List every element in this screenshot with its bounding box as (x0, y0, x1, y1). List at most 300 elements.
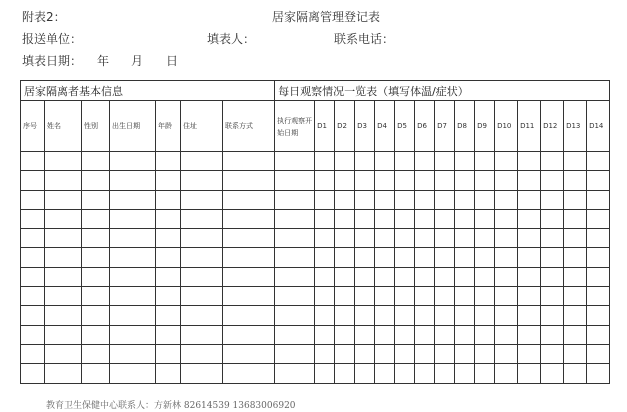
table-cell (181, 152, 223, 171)
table-cell (587, 229, 610, 248)
table-cell (375, 306, 395, 325)
col-d10: D10 (495, 101, 518, 152)
col-d5: D5 (395, 101, 415, 152)
table-cell (223, 171, 275, 190)
table-cell (315, 325, 335, 344)
table-cell (435, 287, 455, 306)
table-cell (181, 267, 223, 286)
table-row (21, 344, 610, 363)
table-cell (375, 248, 395, 267)
table-cell (415, 171, 435, 190)
table-cell (181, 190, 223, 209)
table-cell (395, 306, 415, 325)
table-cell (518, 209, 541, 228)
table-cell (335, 364, 355, 383)
table-cell (435, 306, 455, 325)
table-cell (541, 171, 564, 190)
table-cell (475, 209, 495, 228)
table-cell (21, 325, 45, 344)
table-cell (45, 190, 82, 209)
table-cell (541, 306, 564, 325)
table-cell (315, 267, 335, 286)
table-row (21, 364, 610, 383)
col-d4: D4 (375, 101, 395, 152)
table-cell (518, 325, 541, 344)
table-cell (375, 364, 395, 383)
table-cell (415, 152, 435, 171)
table-cell (45, 364, 82, 383)
table-cell (395, 209, 415, 228)
table-cell (110, 248, 156, 267)
col-name: 姓名 (45, 101, 82, 152)
table-cell (375, 325, 395, 344)
table-cell (315, 229, 335, 248)
table-cell (355, 171, 375, 190)
table-cell (82, 190, 110, 209)
table-cell (355, 364, 375, 383)
table-cell (495, 209, 518, 228)
table-cell (82, 267, 110, 286)
table-cell (375, 287, 395, 306)
table-cell (518, 364, 541, 383)
table-cell (415, 229, 435, 248)
table-cell (564, 229, 587, 248)
table-cell (475, 229, 495, 248)
col-d13: D13 (564, 101, 587, 152)
table-cell (110, 267, 156, 286)
table-cell (587, 152, 610, 171)
table-cell (355, 306, 375, 325)
table-cell (156, 344, 181, 363)
table-cell (315, 287, 335, 306)
table-cell (315, 248, 335, 267)
table-cell (475, 364, 495, 383)
table-cell (518, 344, 541, 363)
table-cell (21, 306, 45, 325)
submit-unit-label: 报送单位： (22, 32, 83, 46)
table-cell (518, 190, 541, 209)
table-cell (275, 209, 315, 228)
table-cell (110, 209, 156, 228)
table-cell (156, 209, 181, 228)
table-cell (395, 152, 415, 171)
table-cell (110, 171, 156, 190)
table-row (21, 248, 610, 267)
col-address: 住址 (181, 101, 223, 152)
table-cell (82, 344, 110, 363)
month-label: 月 (131, 54, 144, 68)
table-cell (82, 229, 110, 248)
table-cell (395, 344, 415, 363)
table-cell (82, 152, 110, 171)
table-cell (181, 287, 223, 306)
table-row (21, 190, 610, 209)
table-cell (564, 287, 587, 306)
table-cell (375, 344, 395, 363)
col-d6: D6 (415, 101, 435, 152)
table-cell (156, 267, 181, 286)
table-cell (435, 325, 455, 344)
table-cell (415, 287, 435, 306)
table-cell (223, 190, 275, 209)
table-cell (375, 267, 395, 286)
table-cell (275, 171, 315, 190)
table-cell (564, 325, 587, 344)
table-cell (587, 364, 610, 383)
table-cell (455, 209, 475, 228)
col-start-date: 执行观察开始日期 (275, 101, 315, 152)
table-cell (395, 364, 415, 383)
table-cell (45, 267, 82, 286)
table-cell (564, 171, 587, 190)
table-cell (181, 344, 223, 363)
table-cell (475, 267, 495, 286)
table-cell (564, 209, 587, 228)
section-daily-observation: 每日观察情况一览表（填写体温/症状） (275, 81, 610, 101)
table-cell (455, 190, 475, 209)
table-cell (45, 209, 82, 228)
table-cell (564, 152, 587, 171)
table-cell (435, 152, 455, 171)
table-cell (495, 325, 518, 344)
table-row (21, 325, 610, 344)
table-cell (375, 209, 395, 228)
table-cell (21, 229, 45, 248)
table-cell (355, 248, 375, 267)
table-cell (495, 344, 518, 363)
col-d3: D3 (355, 101, 375, 152)
table-row (21, 267, 610, 286)
table-row (21, 287, 610, 306)
table-cell (335, 344, 355, 363)
table-cell (275, 306, 315, 325)
table-cell (21, 267, 45, 286)
table-cell (335, 306, 355, 325)
table-cell (415, 306, 435, 325)
table-cell (395, 267, 415, 286)
table-cell (435, 344, 455, 363)
table-cell (495, 306, 518, 325)
table-cell (315, 190, 335, 209)
table-cell (475, 171, 495, 190)
col-d2: D2 (335, 101, 355, 152)
table-cell (21, 152, 45, 171)
col-d14: D14 (587, 101, 610, 152)
table-cell (315, 152, 335, 171)
table-cell (541, 248, 564, 267)
table-cell (82, 248, 110, 267)
table-cell (455, 344, 475, 363)
table-cell (564, 306, 587, 325)
table-cell (455, 364, 475, 383)
col-contact: 联系方式 (223, 101, 275, 152)
table-cell (223, 152, 275, 171)
table-cell (541, 344, 564, 363)
table-cell (495, 229, 518, 248)
col-age: 年龄 (156, 101, 181, 152)
table-cell (475, 190, 495, 209)
table-cell (181, 325, 223, 344)
table-cell (415, 209, 435, 228)
table-cell (435, 171, 455, 190)
table-cell (45, 287, 82, 306)
table-cell (587, 248, 610, 267)
table-cell (335, 229, 355, 248)
table-cell (495, 152, 518, 171)
table-cell (82, 325, 110, 344)
col-d8: D8 (455, 101, 475, 152)
table-cell (541, 209, 564, 228)
table-cell (355, 287, 375, 306)
table-cell (475, 152, 495, 171)
table-cell (275, 325, 315, 344)
table-cell (82, 287, 110, 306)
table-cell (564, 267, 587, 286)
table-cell (275, 267, 315, 286)
table-cell (415, 190, 435, 209)
table-cell (455, 267, 475, 286)
table-cell (156, 152, 181, 171)
table-cell (335, 267, 355, 286)
table-cell (82, 209, 110, 228)
table-cell (541, 287, 564, 306)
table-cell (475, 287, 495, 306)
table-cell (335, 152, 355, 171)
table-cell (21, 171, 45, 190)
table-cell (455, 325, 475, 344)
table-cell (495, 364, 518, 383)
fill-date-label: 填表日期： (22, 54, 83, 68)
table-cell (156, 171, 181, 190)
table-cell (21, 209, 45, 228)
table-cell (223, 229, 275, 248)
table-cell (587, 287, 610, 306)
table-cell (275, 248, 315, 267)
table-cell (541, 152, 564, 171)
table-cell (455, 171, 475, 190)
table-cell (181, 248, 223, 267)
table-cell (45, 171, 82, 190)
table-cell (435, 267, 455, 286)
table-cell (355, 209, 375, 228)
table-cell (518, 248, 541, 267)
registration-table (20, 80, 610, 384)
table-cell (181, 229, 223, 248)
table-cell (395, 190, 415, 209)
table-cell (156, 248, 181, 267)
table-row (21, 306, 610, 325)
table-cell (223, 325, 275, 344)
table-cell (315, 344, 335, 363)
table-cell (587, 325, 610, 344)
table-cell (45, 229, 82, 248)
table-row (21, 209, 610, 228)
col-d7: D7 (435, 101, 455, 152)
table-cell (82, 306, 110, 325)
table-cell (415, 344, 435, 363)
col-d1: D1 (315, 101, 335, 152)
table-cell (541, 190, 564, 209)
table-row (21, 152, 610, 171)
table-cell (335, 190, 355, 209)
table-cell (223, 364, 275, 383)
table-cell (518, 267, 541, 286)
table-cell (110, 229, 156, 248)
table-cell (82, 171, 110, 190)
table-cell (495, 248, 518, 267)
table-cell (518, 287, 541, 306)
table-cell (156, 287, 181, 306)
table-cell (375, 152, 395, 171)
table-cell (564, 364, 587, 383)
table-cell (564, 190, 587, 209)
table-cell (415, 364, 435, 383)
table-cell (355, 229, 375, 248)
table-cell (335, 287, 355, 306)
col-seq: 序号 (21, 101, 45, 152)
table-cell (518, 171, 541, 190)
table-cell (21, 344, 45, 363)
year-label: 年 (97, 54, 110, 68)
table-cell (435, 190, 455, 209)
table-cell (223, 344, 275, 363)
table-cell (435, 229, 455, 248)
table-cell (495, 190, 518, 209)
table-cell (315, 171, 335, 190)
table-cell (475, 344, 495, 363)
table-cell (475, 306, 495, 325)
col-d9: D9 (475, 101, 495, 152)
phone-label: 联系电话： (334, 32, 395, 46)
section-basic-info: 居家隔离者基本信息 (21, 81, 275, 101)
table-cell (395, 325, 415, 344)
table-cell (475, 248, 495, 267)
table-cell (587, 209, 610, 228)
table-cell (275, 152, 315, 171)
table-cell (435, 248, 455, 267)
table-cell (415, 248, 435, 267)
table-cell (275, 229, 315, 248)
table-cell (435, 209, 455, 228)
col-d12: D12 (541, 101, 564, 152)
col-gender: 性别 (82, 101, 110, 152)
table-cell (110, 344, 156, 363)
table-cell (156, 190, 181, 209)
table-cell (455, 229, 475, 248)
table-cell (156, 229, 181, 248)
table-cell (315, 306, 335, 325)
table-cell (335, 325, 355, 344)
table-cell (156, 364, 181, 383)
table-cell (475, 325, 495, 344)
table-cell (355, 267, 375, 286)
table-row (21, 229, 610, 248)
table-cell (541, 267, 564, 286)
table-cell (156, 325, 181, 344)
table-cell (110, 364, 156, 383)
table-cell (518, 306, 541, 325)
table-cell (495, 267, 518, 286)
table-cell (82, 364, 110, 383)
table-cell (395, 287, 415, 306)
table-cell (181, 171, 223, 190)
table-cell (275, 190, 315, 209)
table-cell (45, 248, 82, 267)
table-cell (223, 306, 275, 325)
table-cell (355, 344, 375, 363)
table-row (21, 171, 610, 190)
table-cell (587, 190, 610, 209)
table-cell (455, 306, 475, 325)
table-body (21, 152, 610, 384)
form-title: 居家隔离管理登记表 (272, 10, 381, 24)
col-d11: D11 (518, 101, 541, 152)
table-cell (275, 364, 315, 383)
table-cell (223, 287, 275, 306)
table-cell (455, 287, 475, 306)
table-cell (355, 152, 375, 171)
table-cell (335, 248, 355, 267)
filler-label: 填表人： (207, 32, 256, 46)
table-cell (355, 190, 375, 209)
table-cell (455, 248, 475, 267)
table-cell (415, 325, 435, 344)
table-cell (395, 229, 415, 248)
table-cell (335, 209, 355, 228)
table-cell (395, 248, 415, 267)
table-cell (110, 325, 156, 344)
table-cell (223, 267, 275, 286)
table-cell (181, 364, 223, 383)
table-cell (375, 229, 395, 248)
table-cell (415, 267, 435, 286)
table-cell (45, 325, 82, 344)
table-cell (495, 171, 518, 190)
table-cell (495, 287, 518, 306)
table-cell (435, 364, 455, 383)
table-cell (156, 306, 181, 325)
table-cell (223, 209, 275, 228)
table-cell (21, 190, 45, 209)
table-cell (223, 248, 275, 267)
table-cell (315, 364, 335, 383)
table-cell (110, 190, 156, 209)
table-cell (375, 190, 395, 209)
table-cell (518, 229, 541, 248)
table-cell (110, 287, 156, 306)
col-birth-date: 出生日期 (110, 101, 156, 152)
table-cell (275, 344, 315, 363)
table-cell (181, 209, 223, 228)
table-cell (564, 344, 587, 363)
table-cell (518, 152, 541, 171)
table-cell (335, 171, 355, 190)
table-cell (587, 171, 610, 190)
table-cell (275, 287, 315, 306)
table-cell (110, 152, 156, 171)
table-cell (110, 306, 156, 325)
table-cell (587, 344, 610, 363)
table-cell (455, 152, 475, 171)
table-cell (375, 171, 395, 190)
table-cell (21, 364, 45, 383)
table-cell (45, 306, 82, 325)
day-label: 日 (166, 54, 179, 68)
table-cell (587, 267, 610, 286)
table-cell (181, 306, 223, 325)
footer-contact: 教育卫生保健中心联系人：方新林 82614539 13683006920 (46, 401, 296, 411)
table-cell (564, 248, 587, 267)
